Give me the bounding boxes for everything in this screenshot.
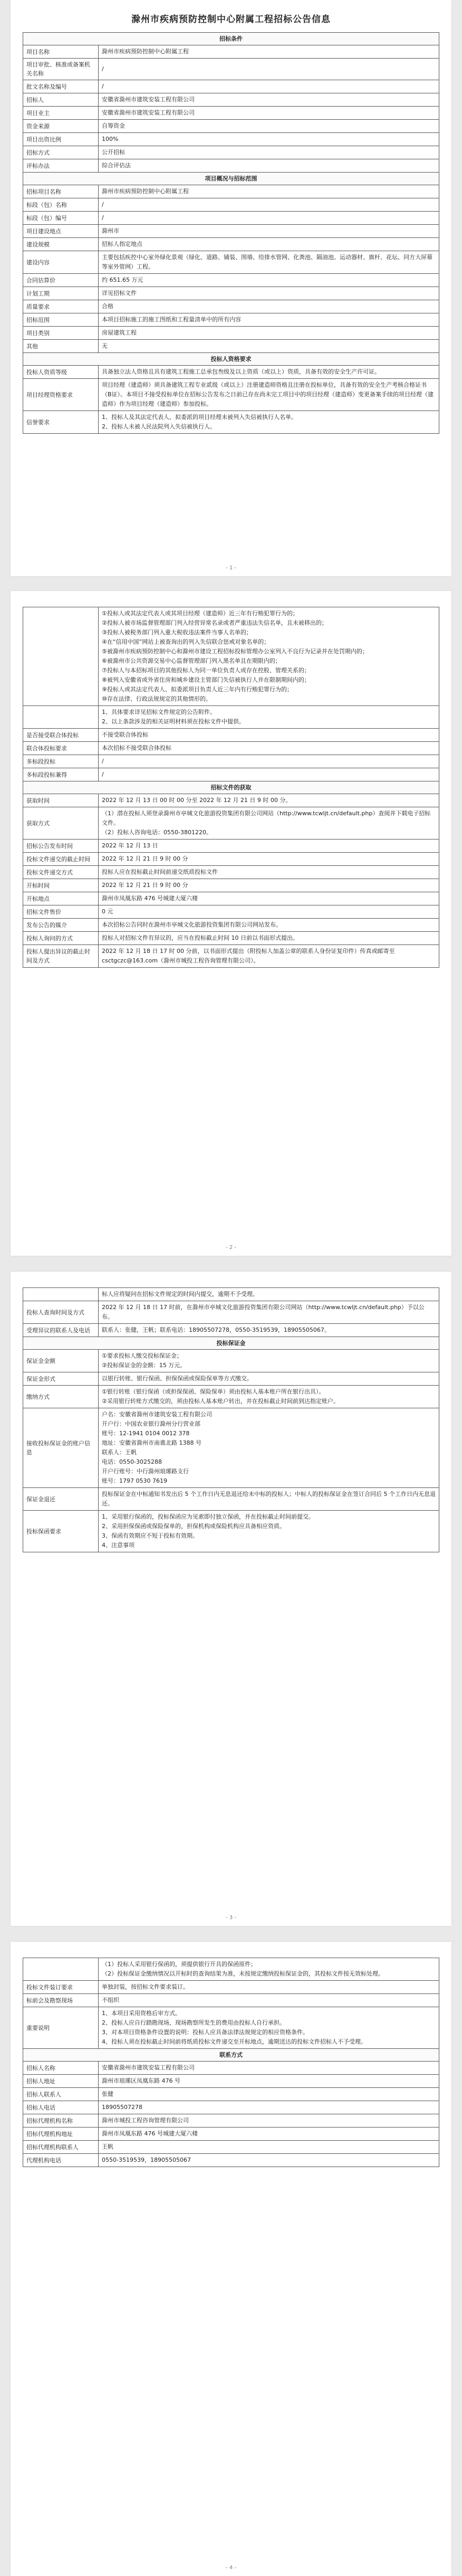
row-label: 保证金形式 [23, 1372, 99, 1386]
row-value: 主要包括疾控中心室外绿化景观（绿化、道路、铺装、围墙、给排水管网、化粪池、隔油池、运动器材、旗杆、花坛、同方大屏幕等室外管网）工程。 [99, 251, 439, 274]
table-row [23, 1372, 439, 1386]
row-label: 批文名称及编号 [23, 80, 99, 93]
row-value: 不接受联合体投标 [99, 729, 439, 742]
row-label: 受理异议的联系人及电话 [23, 1324, 99, 1337]
table-row [23, 2075, 439, 2088]
page-number: - 3 - [226, 1915, 236, 1921]
row-value: 1、具体要求详见招标文件规定的公告附件。 2、以上条款涉及的相关证明材料须在投标文件中提供。 [99, 706, 439, 729]
table-row [23, 198, 439, 212]
table-row [23, 287, 439, 300]
row-label: 质量要求 [23, 300, 99, 313]
page-number: - 1 - [226, 565, 236, 571]
table-row [23, 2062, 439, 2075]
row-label: 开标时间 [23, 879, 99, 892]
row-value: 1、投标人及其法定代表人、拟委派的项目经理未被列入失信被执行人名单。 2、投标人未被人民法院列入失信被执行人。 [99, 411, 439, 434]
table-row [23, 742, 439, 755]
row-value: 滁州市疾病预防控制中心附属工程 [99, 185, 439, 198]
row-value: 滁州市凤凰东路 476 号城建大厦六楼 [99, 2127, 439, 2141]
row-value: 标人应将疑问在招标文件规定的时间内提交，逾期不予受理。 [99, 1288, 439, 1301]
table-row [23, 1511, 439, 1552]
table-row [23, 2088, 439, 2101]
row-label [23, 706, 99, 729]
row-value: 投标保证金在中标通知书发出后 5 个工作日内无息退还给未中标的投标人；中标人的投标保证金在签订合同后 5 个工作日内无息退还。 [99, 1488, 439, 1511]
table-row [23, 80, 439, 93]
table-row [23, 768, 439, 781]
row-label: 招标人 [23, 93, 99, 107]
section-heading: 投标保证金 [23, 1337, 439, 1350]
row-label: 投标文件递交方式 [23, 866, 99, 879]
row-value: 招标人指定地点 [99, 238, 439, 251]
table-row [23, 945, 439, 968]
table-row [23, 1958, 439, 1981]
row-label: 保证金金额 [23, 1350, 99, 1372]
row-label: 信誉要求 [23, 411, 99, 434]
row-label: 投标人询问的方式 [23, 932, 99, 945]
table-row [23, 932, 439, 945]
table-row [23, 274, 439, 287]
row-label: 获取时间 [23, 794, 99, 807]
section-heading: 联系方式 [23, 2049, 439, 2062]
row-label: 项目业主 [23, 107, 99, 120]
table-row [23, 411, 439, 434]
row-label: 投标保函要求 [23, 1511, 99, 1552]
row-label: 投标人资质等级 [23, 366, 99, 379]
row-label: 发布公告的媒介 [23, 919, 99, 932]
row-label: 投标人查询时间及方式 [23, 1301, 99, 1324]
page-1 [11, 0, 451, 576]
row-label: 建设规模 [23, 238, 99, 251]
row-label: 招标人电话 [23, 2101, 99, 2114]
table-row [23, 1324, 439, 1337]
table-row [23, 853, 439, 866]
row-label: 招标人名称 [23, 2062, 99, 2075]
row-label: 招标人地址 [23, 2075, 99, 2088]
table-row [23, 879, 439, 892]
table-row [23, 892, 439, 905]
page-2 [11, 591, 451, 1256]
row-label [23, 1958, 99, 1981]
row-label: 招标代理机构地址 [23, 2127, 99, 2141]
row-value: 合格 [99, 300, 439, 313]
table-row [23, 2007, 439, 2049]
row-label: 项目经理资格要求 [23, 379, 99, 411]
row-label: 投标文件装订要求 [23, 1981, 99, 1994]
row-value: 1、采用银行保函的，投标保函应为见索即付独立保函，并在投标截止时间前提交。 2、采用担保保函或保险保单的，担保机构或保险机构应具备相应资质。 3、保函有效期应不短于投标有效期。 4、注意事项 [99, 1511, 439, 1552]
row-label: 代理机构电话 [23, 2154, 99, 2167]
table-row [23, 159, 439, 173]
table-row [23, 120, 439, 133]
row-value: 无 [99, 340, 439, 353]
row-value: / [99, 198, 439, 212]
table-row [23, 251, 439, 274]
row-value: 项目经理（建造师）须具备建筑工程专业贰级（或以上）注册建造师资格且注册在投标单位，具备有效的安全生产考核合格证书（B证）。本项目不接受投标单位在招标公告发布之日前已存在尚未完工项目中的项目经理（建造师）变更备案手续的项目经理（建造师）作为项目经理（建造师）参加投标。 [99, 379, 439, 411]
row-label: 项目类别 [23, 327, 99, 340]
row-label: 联合体投标要求 [23, 742, 99, 755]
row-label: 资金来源 [23, 120, 99, 133]
table-row [23, 379, 439, 411]
doc-table [23, 607, 439, 968]
row-value: 2022 年 12 月 13 日 00 时 00 分至 2022 年 12 月 21 日 9 时 00 分。 [99, 794, 439, 807]
page-3 [11, 1272, 451, 1926]
row-label: 招标代理机构联系人 [23, 2141, 99, 2154]
row-value: / [99, 768, 439, 781]
row-value: 2022 年 12 月 18 日 17 时 00 分前，以书面形式提出（附投标人加盖公章的联系人身份证复印件）传真或邮寄至 csctgczc@163.com（滁州市城投工程咨询管理有限公司）。 [99, 945, 439, 968]
row-label: 标段（包）编号 [23, 212, 99, 225]
table-row [23, 807, 439, 839]
row-value: 100% [99, 133, 439, 146]
row-value: 自筹资金 [99, 120, 439, 133]
table-row [23, 146, 439, 159]
row-label: 其他 [23, 340, 99, 353]
row-value: ①银行转账（银行保函（或担保保函、保险保单）须由投标人基本账户所在银行出具）。 ②采用银行转账方式缴交的，须由投标人基本账户转出，并在投标截止时间前到达指定账户。 [99, 1386, 439, 1408]
row-label: 项目审批、核准或备案机关名称 [23, 59, 99, 80]
table-row [23, 300, 439, 313]
row-value: 安徽省滁州市建筑安装工程有限公司 [99, 93, 439, 107]
row-value: 综合评估法 [99, 159, 439, 173]
row-label [23, 1288, 99, 1301]
table-row [23, 107, 439, 120]
row-label: 标段（包）名称 [23, 198, 99, 212]
bond-table [23, 1287, 439, 1552]
row-value: 具备独立法人资格且具有建筑工程施工总承包叁级及以上资质（或以上）资质，具备有效的安全生产许可证。 [99, 366, 439, 379]
row-label: 是否接受联合体投标 [23, 729, 99, 742]
table-row [23, 866, 439, 879]
row-value: 2022 年 12 月 21 日 9 时 00 分 [99, 853, 439, 866]
page-4 [11, 1942, 451, 2576]
table-row [23, 2127, 439, 2141]
table-row [23, 1488, 439, 1511]
row-value: 投标人应在投标截止时间前递交纸质投标文件 [99, 866, 439, 879]
row-label: 开标地点 [23, 892, 99, 905]
row-label: 标前会及勘察现场 [23, 1994, 99, 2007]
table-row [23, 2101, 439, 2114]
section-heading: 项目概况与招标范围 [23, 173, 439, 185]
row-label [23, 607, 99, 706]
row-value: 约 651.65 万元 [99, 274, 439, 287]
row-value: 单独封装，按招标文件要求装订。 [99, 1981, 439, 1994]
table-row [23, 1994, 439, 2007]
row-label: 招标方式 [23, 146, 99, 159]
row-value: 本次招标公告同时在滁州市亭城文化旅游投资集团有限公司网站发布。 [99, 919, 439, 932]
row-value: 户名：安徽省滁州市建筑安装工程有限公司 开户行：中国农业银行滁州分行营业部 账号：12-1941 0104 0012 378 地址：安徽省滁州市南谯北路 1388 号 联系人：王帆 电话：0550-3025288 开户行账号：中行滁州琅琊路支行 账号：1797 0530 7619 [99, 1408, 439, 1488]
row-label: 招标公告发布时间 [23, 839, 99, 853]
table-row [23, 839, 439, 853]
row-label: 获取方式 [23, 807, 99, 839]
row-label: 接收投标保证金的账户信息 [23, 1408, 99, 1488]
table-row [23, 238, 439, 251]
row-label: 招标范围 [23, 313, 99, 327]
section-heading: 招标文件的获取 [23, 781, 439, 794]
row-label: 缴纳方式 [23, 1386, 99, 1408]
row-label: 评标办法 [23, 159, 99, 173]
row-value: 1、本项目采用资格后审方式。 2、投标人应自行踏勘现场，现场勘察所发生的费用由投标人自行承担。 3、对本项目资格条件设置的说明：投标人应具备法律法规规定的相应资格条件。 4、投标人须在投标截止时间前将纸质投标文件递交至开标地点，逾期送达的投标文件招标人不予受理。 [99, 2007, 439, 2049]
table-row [23, 919, 439, 932]
row-value: 滁州市凤凰东路 476 号城建大厦六楼 [99, 892, 439, 905]
table-row [23, 133, 439, 146]
row-value: 投标人对招标文件有异议的，应当在投标截止时间 10 日前以书面形式提出。 [99, 932, 439, 945]
row-value: （1）潜在投标人须登录滁州市亭城文化旅游投资集团有限公司网站（http://www.tcwljt.cn/default.php）查阅并下载电子招标文件。 （2）投标人咨询电话：0550-3801220。 [99, 807, 439, 839]
row-label: 多标段投标 [23, 755, 99, 768]
page-title: 滁州市疾病预防控制中心附属工程招标公告信息 [131, 14, 331, 25]
row-value: ①投标人或其法定代表人或其项目经理（建造师）近三年有行贿犯罪行为的； ②投标人被市场监督管理部门列入经营异常名录或者严重违法失信名单，且未被移出的； ③投标人被税务部门列入重大税收违法案件当事人名单的； ④在“信用中国”网站上被查询出的列入失信联合惩戒对象名单的； ⑤被滁州市疾病预防控制中心和滁州市建设工程招标投标管理办公室列入不良行为记录并在处罚期内的； ⑥被滁州市公共资源交易中心监督管理部门列入黑名单且在期限内的； ⑦投标人与本招标项目的其他投标人为同一单位负责人或存在控股、管理关系的； ⑧被列入安徽省或外省住房和城乡建设主管部门失信被执行人并在限制期间内的； ⑨投标人或其法定代表人、拟委派项目负责人近三年内有行贿犯罪行为的； ⑩存在法律、行政法规规定的其他情形的。 [99, 607, 439, 706]
row-label: 招标项目名称 [23, 185, 99, 198]
row-value: 0550-3519539，18905505067 [99, 2154, 439, 2167]
table-row [23, 1386, 439, 1408]
row-value: 2022 年 12 月 18 日 17 时前，在滁州市亭城文化旅游投资集团有限公司网站（http://www.tcwljt.cn/default.php）予以公布。 [99, 1301, 439, 1324]
row-value: 滁州市 [99, 225, 439, 238]
table-row [23, 366, 439, 379]
row-value: 18905507278 [99, 2101, 439, 2114]
row-value: 滁州市琅琊区凤凰东路 476 号 [99, 2075, 439, 2088]
table-row [23, 729, 439, 742]
row-value: 滁州市疾病预防控制中心附属工程 [99, 45, 439, 59]
row-value: 公开招标 [99, 146, 439, 159]
row-label: 建设内容 [23, 251, 99, 274]
row-value: / [99, 80, 439, 93]
row-label: 项目建设地点 [23, 225, 99, 238]
row-label: 重要说明 [23, 2007, 99, 2049]
section-heading: 招标条件 [23, 33, 439, 45]
row-label: 多标段投标兼得 [23, 768, 99, 781]
info-table [23, 32, 439, 434]
row-label: 计划工期 [23, 287, 99, 300]
table-row [23, 1288, 439, 1301]
table-row [23, 93, 439, 107]
table-row [23, 225, 439, 238]
table-row [23, 1350, 439, 1372]
row-value: / [99, 212, 439, 225]
row-value: 联系人：张健，王帆；联系电话：18905507278，0550-3519539，18905505067。 [99, 1324, 439, 1337]
row-value: （1）投标人采用银行保函的，须提供银行开具的保函原件； （2）投标保证金缴纳情况以开标时的查询结果为准，未按规定缴纳投标保证金的，其投标文件按无效标处理。 [99, 1958, 439, 1981]
row-value: 滁州市城投工程咨询管理有限公司 [99, 2114, 439, 2127]
table-row [23, 755, 439, 768]
row-value: 安徽省滁州市建筑安装工程有限公司 [99, 107, 439, 120]
row-label: 合同估算价 [23, 274, 99, 287]
table-row [23, 2114, 439, 2127]
table-row [23, 1408, 439, 1488]
table-row [23, 340, 439, 353]
table-row [23, 185, 439, 198]
table-row [23, 212, 439, 225]
row-label: 招标代理机构名称 [23, 2114, 99, 2127]
row-value: 0 元 [99, 905, 439, 919]
row-label: 投标文件递交的截止时间 [23, 853, 99, 866]
row-label: 保证金退还 [23, 1488, 99, 1511]
table-row [23, 1301, 439, 1324]
row-value: 2022 年 12 月 13 日 [99, 839, 439, 853]
page-number: - 2 - [226, 1245, 236, 1251]
row-value: 本项目招标施工的施工图纸和工程量清单中的所有内容 [99, 313, 439, 327]
page-number: - 4 - [226, 2565, 236, 2571]
table-row [23, 59, 439, 80]
row-value: ①要求投标人缴交投标保证金； ②投标保证金的金额：15 万元。 [99, 1350, 439, 1372]
row-value: / [99, 755, 439, 768]
row-value: 安徽省滁州市建筑安装工程有限公司 [99, 2062, 439, 2075]
row-value: / [99, 59, 439, 80]
table-row [23, 794, 439, 807]
row-value: 2022 年 12 月 21 日 9 时 00 分 [99, 879, 439, 892]
row-value: 本次招标不接受联合体投标 [99, 742, 439, 755]
row-label: 招标人联系人 [23, 2088, 99, 2101]
row-label: 项目名称 [23, 45, 99, 59]
table-row [23, 2141, 439, 2154]
row-value: 王帆 [99, 2141, 439, 2154]
row-value: 以银行转账、银行保函、担保保函或保险保单等方式缴交。 [99, 1372, 439, 1386]
table-row [23, 313, 439, 327]
table-row [23, 905, 439, 919]
row-label: 项目出资比例 [23, 133, 99, 146]
table-row [23, 45, 439, 59]
section-heading: 投标人资格要求 [23, 353, 439, 366]
row-value: 详见招标文件 [99, 287, 439, 300]
table-row [23, 2154, 439, 2167]
contact-table [23, 1958, 439, 2167]
row-value: 不组织 [99, 1994, 439, 2007]
row-value: 房屋建筑工程 [99, 327, 439, 340]
table-row [23, 327, 439, 340]
row-label: 投标人提出异议的截止时间及方式 [23, 945, 99, 968]
row-value: 张健 [99, 2088, 439, 2101]
table-row [23, 1981, 439, 1994]
row-label: 招标文件售价 [23, 905, 99, 919]
